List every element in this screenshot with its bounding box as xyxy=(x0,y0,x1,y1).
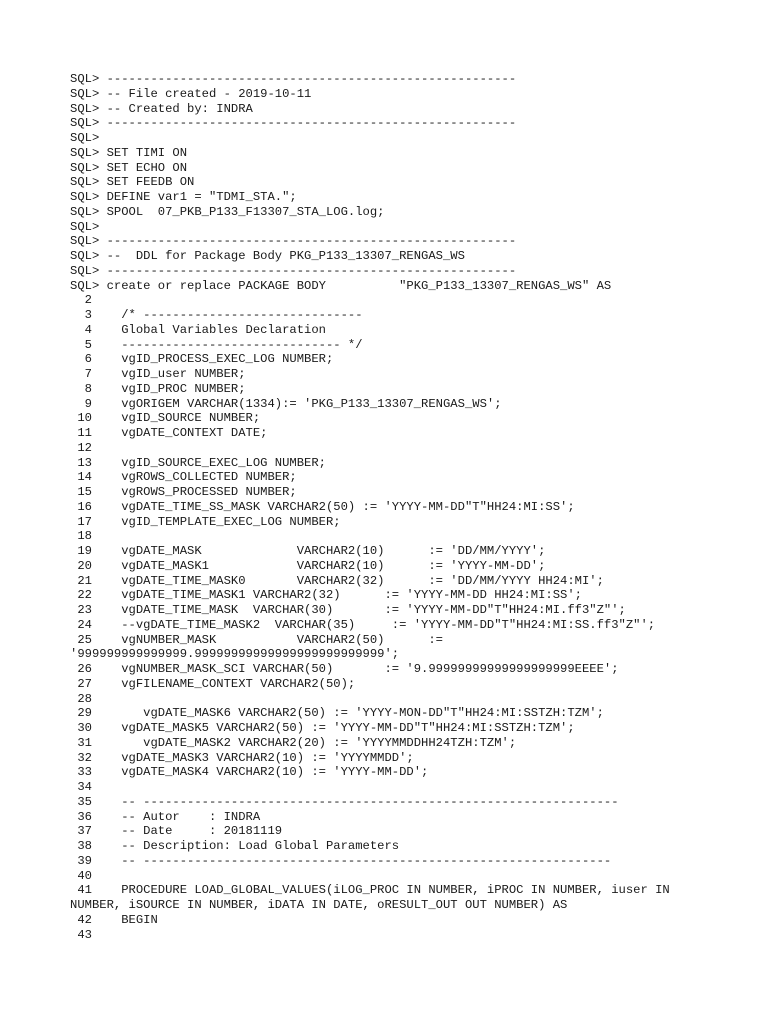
code-line: 17 vgID_TEMPLATE_EXEC_LOG NUMBER; xyxy=(70,514,341,529)
code-line: 5 ------------------------------ */ xyxy=(70,337,363,352)
code-line: SQL> -- DDL for Package Body PKG_P133_13307_RENGAS_WS xyxy=(70,249,465,263)
code-line: 6 vgID_PROCESS_EXEC_LOG NUMBER; xyxy=(70,352,334,367)
code-line: '999999999999999.99999999999999999999999999'; xyxy=(70,647,400,662)
code-line: 25 vgNUMBER_MASK VARCHAR2(50) := xyxy=(70,632,443,647)
code-line: SQL> -------------------------------------------------------- xyxy=(70,234,517,249)
code-line: 9 vgORIGEM VARCHAR(1334):= 'PKG_P133_13307_RENGAS_WS'; xyxy=(70,396,502,411)
code-line: 13 vgID_SOURCE_EXEC_LOG NUMBER; xyxy=(70,455,326,470)
code-line: SQL> -- File created - 2019-10-11 xyxy=(70,86,312,101)
code-line: 35 -- ----------------------------------------------------------------- xyxy=(70,794,619,809)
code-line: SQL> create or replace PACKAGE BODY "PKG_P133_13307_RENGAS_WS" AS xyxy=(70,278,612,293)
code-line: 34 xyxy=(70,780,92,794)
code-line: SQL> -------------------------------------------------------- xyxy=(70,263,517,278)
code-line: 39 -- ---------------------------------------------------------------- xyxy=(70,853,612,868)
code-line: 24 --vgDATE_TIME_MASK2 VARCHAR(35) := 'YYYY-MM-DD"T"HH24:MI:SS.ff3"Z"'; xyxy=(70,617,656,632)
code-line: 26 vgNUMBER_MASK_SCI VARCHAR(50) := '9.99999999999999999999EEEE'; xyxy=(70,662,619,676)
code-line: SQL> -- Created by: INDRA xyxy=(70,101,253,116)
code-line: 38 -- Description: Load Global Parameters xyxy=(70,839,400,853)
code-line: 41 PROCEDURE LOAD_GLOBAL_VALUES(iLOG_PROC IN NUMBER, iPROC IN NUMBER, iuser IN xyxy=(70,883,670,898)
code-line: 2 xyxy=(70,293,92,308)
code-line: 20 vgDATE_MASK1 VARCHAR2(10) := 'YYYY-MM-DD'; xyxy=(70,558,546,573)
code-line: 18 xyxy=(70,529,92,544)
code-line: SQL> -------------------------------------------------------- xyxy=(70,116,517,131)
code-line: NUMBER, iSOURCE IN NUMBER, iDATA IN DATE, oRESULT_OUT OUT NUMBER) AS xyxy=(70,898,568,912)
code-line: 40 xyxy=(70,868,92,883)
code-line: 22 vgDATE_TIME_MASK1 VARCHAR2(32) := 'YYYY-MM-DD HH24:MI:SS'; xyxy=(70,588,582,603)
code-line: 43 xyxy=(70,927,92,942)
code-line: 27 vgFILENAME_CONTEXT VARCHAR2(50); xyxy=(70,676,356,691)
code-line: 10 vgID_SOURCE NUMBER; xyxy=(70,411,261,426)
code-line: 29 vgDATE_MASK6 VARCHAR2(50) := 'YYYY-MON-DD"T"HH24:MI:SSTZH:TZM'; xyxy=(70,706,604,721)
code-line: 36 -- Autor : INDRA xyxy=(70,809,261,824)
code-line: 32 vgDATE_MASK3 VARCHAR2(10) := 'YYYYMMDD'; xyxy=(70,750,414,765)
code-line: SQL> xyxy=(70,131,100,145)
code-line: 28 xyxy=(70,691,92,706)
sql-log-document xyxy=(70,72,750,942)
code-line: 21 vgDATE_TIME_MASK0 VARCHAR2(32) := 'DD/MM/YYYY HH24:MI'; xyxy=(70,573,604,588)
code-line: SQL> DEFINE var1 = "TDMI_STA."; xyxy=(70,190,297,204)
code-line: 37 -- Date : 20181119 xyxy=(70,824,283,839)
code-line: SQL> xyxy=(70,219,100,234)
code-line: 11 vgDATE_CONTEXT DATE; xyxy=(70,426,268,440)
code-line: SQL> -------------------------------------------------------- xyxy=(70,72,517,86)
code-line: 16 vgDATE_TIME_SS_MASK VARCHAR2(50) := 'YYYY-MM-DD"T"HH24:MI:SS'; xyxy=(70,499,575,514)
code-line: SQL> SET ECHO ON xyxy=(70,160,188,175)
code-line: 7 vgID_user NUMBER; xyxy=(70,367,246,381)
code-line: SQL> SPOOL 07_PKB_P133_F13307_STA_LOG.log; xyxy=(70,204,385,219)
code-line: 19 vgDATE_MASK VARCHAR2(10) := 'DD/MM/YYYY'; xyxy=(70,544,546,558)
code-line: 12 xyxy=(70,440,92,455)
code-line: 42 BEGIN xyxy=(70,912,158,927)
code-line: SQL> SET FEEDB ON xyxy=(70,175,195,190)
code-line: SQL> SET TIMI ON xyxy=(70,145,188,160)
code-line: 15 vgROWS_PROCESSED NUMBER; xyxy=(70,485,297,499)
code-line: 3 /* ------------------------------ xyxy=(70,308,363,322)
code-line: 23 vgDATE_TIME_MASK VARCHAR(30) := 'YYYY-MM-DD"T"HH24:MI.ff3"Z"'; xyxy=(70,603,626,617)
code-line: 8 vgID_PROC NUMBER; xyxy=(70,381,246,396)
code-line: 33 vgDATE_MASK4 VARCHAR2(10) := 'YYYY-MM-DD'; xyxy=(70,765,429,780)
code-line: 31 vgDATE_MASK2 VARCHAR2(20) := 'YYYYMMDDHH24TZH:TZM'; xyxy=(70,735,517,750)
code-line: 14 vgROWS_COLLECTED NUMBER; xyxy=(70,470,297,485)
code-line: 30 vgDATE_MASK5 VARCHAR2(50) := 'YYYY-MM-DD"T"HH24:MI:SSTZH:TZM'; xyxy=(70,721,575,735)
code-line: 4 Global Variables Declaration xyxy=(70,322,326,337)
